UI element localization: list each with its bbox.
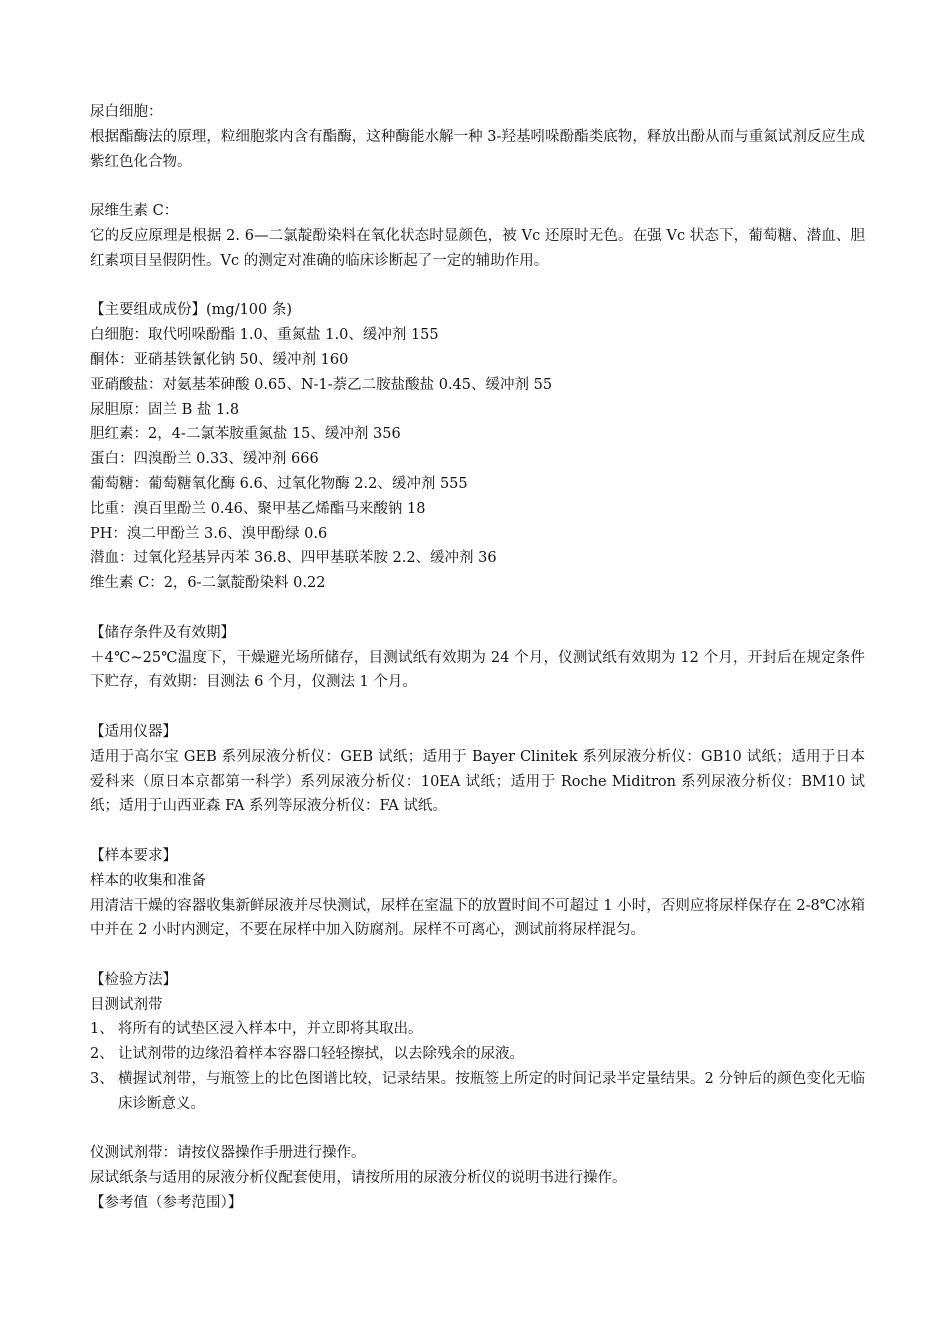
method-step: 2、 让试剂带的边缘沿着样本容器口轻轻擦拭，以去除残余的尿液。 [90, 1046, 524, 1063]
component-item: 酮体：亚硝基铁氰化钠 50、缓冲剂 160 [90, 351, 349, 368]
wbc-title: 尿白细胞： [90, 104, 163, 120]
instrument-strip: 仪测试剂带：请按仪器操作手册进行操作。 [90, 1145, 366, 1162]
storage-text: ＋4℃~25℃温度下，干燥避光场所储存，目测试纸有效期为 24 个月，仪测试纸有效期为 12 个月，开封后在规定条件下贮存，有效期：目测法 6 个月，仪测法 1 个月。 [90, 649, 865, 691]
method-step: 3、 横握试剂带，与瓶签上的比色图谱比较，记录结果。按瓶签上所定的时间记录半定量结果。2 分钟后的颜色变化无临床诊断意义。 [90, 1071, 865, 1112]
method-title: 【检验方法】 [90, 971, 177, 988]
storage-title: 【储存条件及有效期】 [90, 624, 235, 641]
component-item: 白细胞：取代吲哚酚酯 1.0、重氮盐 1.0、缓冲剂 155 [90, 327, 439, 344]
document-page [90, 100, 865, 1216]
instruments-text: 适用于高尔宝 GEB 系列尿液分析仪：GEB 试纸；适用于 Bayer Clinitek 系列尿液分析仪：GB10 试纸；适用于日本爱科来（原日本京都第一科学）系列尿液分析仪：10EA 试纸；适用于 Roche Miditron 系列尿液分析仪：BM10 试纸；适用于山西亚森 FA 系列等尿液分析仪：FA 试纸。 [90, 748, 865, 815]
wbc-text: 根据酯酶法的原理，粒细胞浆内含有酯酶，这种酶能水解一种 3-羟基吲哚酚酯类底物，释放出酚从而与重氮试剂反应生成紫红色化合物。 [90, 128, 865, 170]
vc-text: 它的反应原理是根据 2. 6—二氯靛酚染料在氧化状态时显颜色，被 Vc 还原时无色。在强 Vc 状态下，葡萄糖、潜血、胆红素项目呈假阴性。Vc 的测定对准确的临床诊断起了一定的辅助作用。 [90, 227, 865, 269]
component-item: 亚硝酸盐：对氨基苯砷酸 0.65、N-1-萘乙二胺盐酸盐 0.45、缓冲剂 55 [90, 376, 553, 393]
sample-subtitle: 样本的收集和准备 [90, 872, 206, 889]
component-item: 葡萄糖：葡萄糖氧化酶 6.6、过氧化物酶 2.2、缓冲剂 555 [90, 475, 468, 492]
instrument-note: 尿试纸条与适用的尿液分析仪配套使用，请按所用的尿液分析仪的说明书进行操作。 [90, 1170, 627, 1187]
reference-title: 【参考值（参考范围）】 [90, 1195, 243, 1212]
component-item: 潜血：过氧化羟基异丙苯 36.8、四甲基联苯胺 2.2、缓冲剂 36 [90, 550, 497, 567]
component-item: PH：溴二甲酚兰 3.6、溴甲酚绿 0.6 [90, 525, 328, 542]
method-steps [90, 1017, 865, 1116]
sample-text: 用清洁干燥的容器收集新鲜尿液并尽快测试，尿样在室温下的放置时间不可超过 1 小时，否则应将尿样保存在 2-8℃冰箱中并在 2 小时内测定，不要在尿样中加入防腐剂。尿样不可离心，测试前将尿样混匀。 [90, 897, 865, 939]
component-item: 蛋白：四溴酚兰 0.33、缓冲剂 666 [90, 451, 319, 468]
method-subtitle: 目测试剂带 [90, 996, 163, 1013]
vc-title: 尿维生素 C： [90, 203, 179, 220]
components-title: 【主要组成成份】(mg/100 条) [90, 302, 293, 319]
sample-title: 【样本要求】 [90, 847, 177, 864]
component-item: 比重：溴百里酚兰 0.46、聚甲基乙烯酯马来酸钠 18 [90, 500, 426, 517]
component-item: 维生素 C：2，6-二氯靛酚染料 0.22 [90, 575, 326, 592]
component-item: 胆红素：2，4-二氯苯胺重氮盐 15、缓冲剂 356 [90, 426, 401, 443]
component-item: 尿胆原：固兰 B 盐 1.8 [90, 401, 240, 418]
instruments-title: 【适用仪器】 [90, 723, 177, 740]
method-step: 1、 将所有的试垫区浸入样本中，并立即将其取出。 [90, 1021, 423, 1038]
